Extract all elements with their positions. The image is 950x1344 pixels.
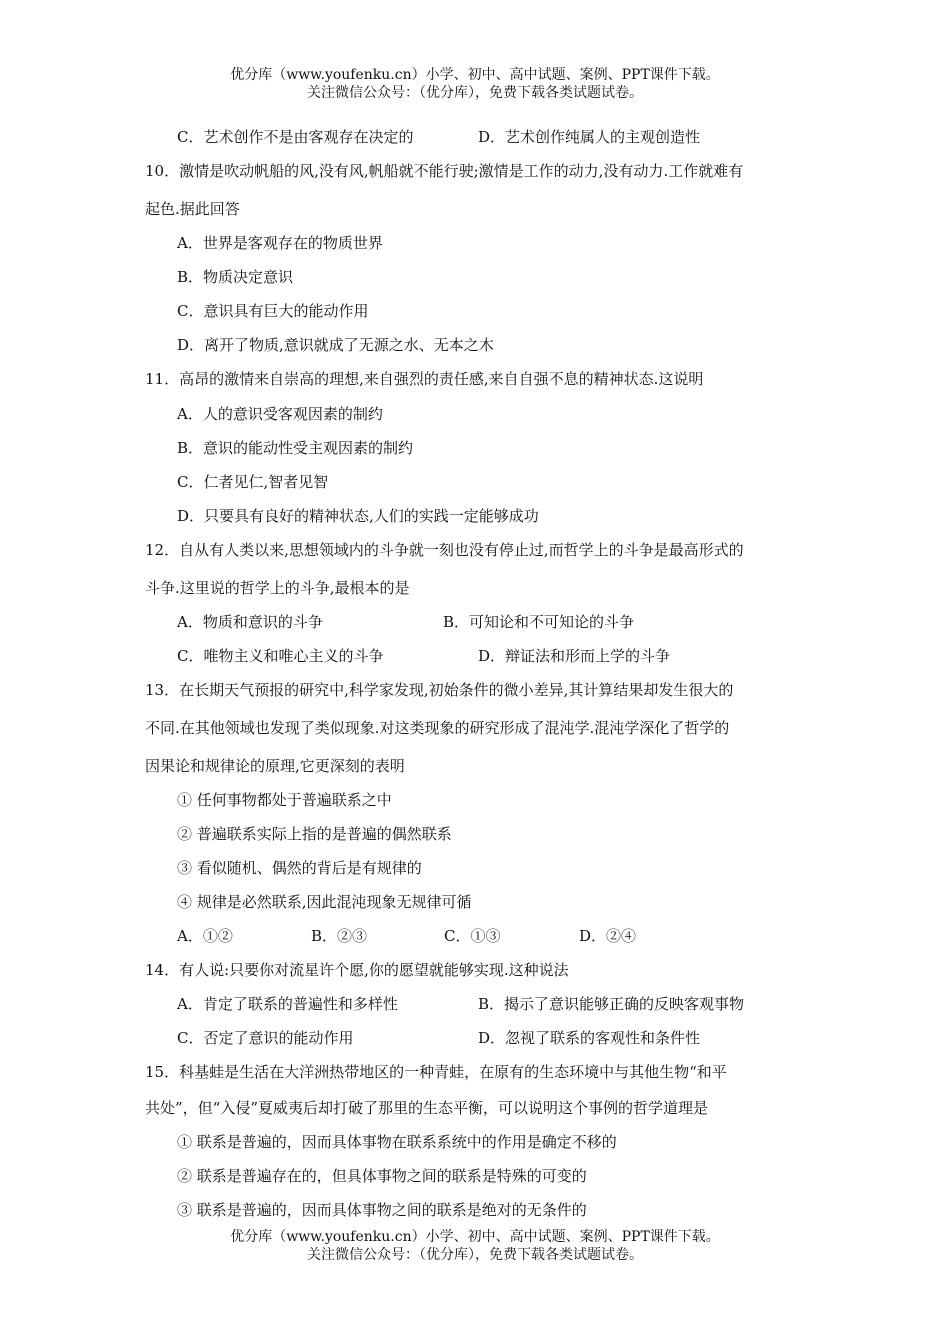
q13-option-a: A．①② xyxy=(177,927,233,945)
q13-option-d: D．②④ xyxy=(579,927,637,945)
footer-line-1: 优分库（www.youfenku.cn）小学、初中、高中试题、案例、PPT课件下载。 xyxy=(230,1229,720,1245)
header-line-2: 关注微信公众号：（优分库），免费下载各类试题试卷。 xyxy=(307,85,643,101)
q11-stem-1: 11．高昂的激情来自崇高的理想,来自强烈的责任感,来自自强不息的精神状态.这说明 xyxy=(145,370,704,388)
q13-stem-1: 13．在长期天气预报的研究中,科学家发现,初始条件的微小差异,其计算结果却发生很大的 xyxy=(145,681,734,699)
q14-stem-1: 14．有人说:只要你对流星许个愿,你的愿望就能够实现.这种说法 xyxy=(145,961,569,979)
q15-stem-1: 15．科基蛙是生活在大洋洲热带地区的一种青蛙，在原有的生态环境中与其他生物“和平 xyxy=(145,1063,727,1081)
q13-item-1: ① 任何事物都处于普遍联系之中 xyxy=(177,791,392,809)
q9-option-d: D．艺术创作纯属人的主观创造性 xyxy=(478,128,701,146)
q10-stem-1: 10．激情是吹动帆船的风,没有风,帆船就不能行驶;激情是工作的动力,没有动力.工作就难有 xyxy=(145,162,744,180)
page-footer xyxy=(0,1228,950,1264)
q15-item-3: ③ 联系是普遍的，因而具体事物之间的联系是绝对的无条件的 xyxy=(177,1201,587,1219)
q12-option-a: A．物质和意识的斗争 xyxy=(177,613,323,631)
q13-item-4: ④ 规律是必然联系,因此混沌现象无规律可循 xyxy=(177,893,472,911)
q11-option-a: A．人的意识受客观因素的制约 xyxy=(177,405,383,423)
q14-option-b: B．揭示了意识能够正确的反映客观事物 xyxy=(478,995,745,1013)
q13-item-3: ③ 看似随机、偶然的背后是有规律的 xyxy=(177,859,422,877)
q13-stem-2: 不同.在其他领域也发现了类似现象.对这类现象的研究形成了混沌学.混沌学深化了哲学的 xyxy=(145,719,730,737)
q12-option-c: C．唯物主义和唯心主义的斗争 xyxy=(177,647,384,665)
q15-item-2: ② 联系是普遍存在的，但具体事物之间的联系是特殊的可变的 xyxy=(177,1167,587,1185)
q10-option-d: D．离开了物质,意识就成了无源之水、无本之木 xyxy=(177,336,494,354)
q15-item-1: ① 联系是普遍的，因而具体事物在联系系统中的作用是确定不移的 xyxy=(177,1133,617,1151)
q10-option-b: B．物质决定意识 xyxy=(177,268,294,286)
q12-stem-1: 12．自从有人类以来,思想领域内的斗争就一刻也没有停止过,而哲学上的斗争是最高形式的 xyxy=(145,541,744,559)
footer-line-2: 关注微信公众号：（优分库），免费下载各类试题试卷。 xyxy=(307,1247,643,1263)
q13-option-b: B．②③ xyxy=(311,927,368,945)
page-header xyxy=(0,66,950,102)
q13-option-c: C．①③ xyxy=(444,927,501,945)
q10-stem-2: 起色.据此回答 xyxy=(145,200,240,218)
q11-option-c: C．仁者见仁,智者见智 xyxy=(177,473,329,491)
q13-stem-3: 因果论和规律论的原理,它更深刻的表明 xyxy=(145,757,405,775)
q11-option-d: D．只要具有良好的精神状态,人们的实践一定能够成功 xyxy=(177,507,539,525)
q14-option-d: D．忽视了联系的客观性和条件性 xyxy=(478,1029,701,1047)
q11-option-b: B．意识的能动性受主观因素的制约 xyxy=(177,439,414,457)
q12-option-b: B．可知论和不可知论的斗争 xyxy=(443,613,635,631)
q13-item-2: ② 普遍联系实际上指的是普遍的偶然联系 xyxy=(177,825,452,843)
q15-stem-2: 共处”，但“入侵”夏威夷后却打破了那里的生态平衡，可以说明这个事例的哲学道理是 xyxy=(145,1099,709,1117)
header-line-1: 优分库（www.youfenku.cn）小学、初中、高中试题、案例、PPT课件下载。 xyxy=(230,67,720,83)
q9-option-c: C．艺术创作不是由客观存在决定的 xyxy=(177,128,414,146)
q12-option-d: D．辩证法和形而上学的斗争 xyxy=(478,647,671,665)
q10-option-c: C．意识具有巨大的能动作用 xyxy=(177,302,369,320)
q14-option-c: C．否定了意识的能动作用 xyxy=(177,1029,354,1047)
q10-option-a: A．世界是客观存在的物质世界 xyxy=(177,234,383,252)
q14-option-a: A．肯定了联系的普遍性和多样性 xyxy=(177,995,398,1013)
q12-stem-2: 斗争.这里说的哲学上的斗争,最根本的是 xyxy=(145,579,410,597)
